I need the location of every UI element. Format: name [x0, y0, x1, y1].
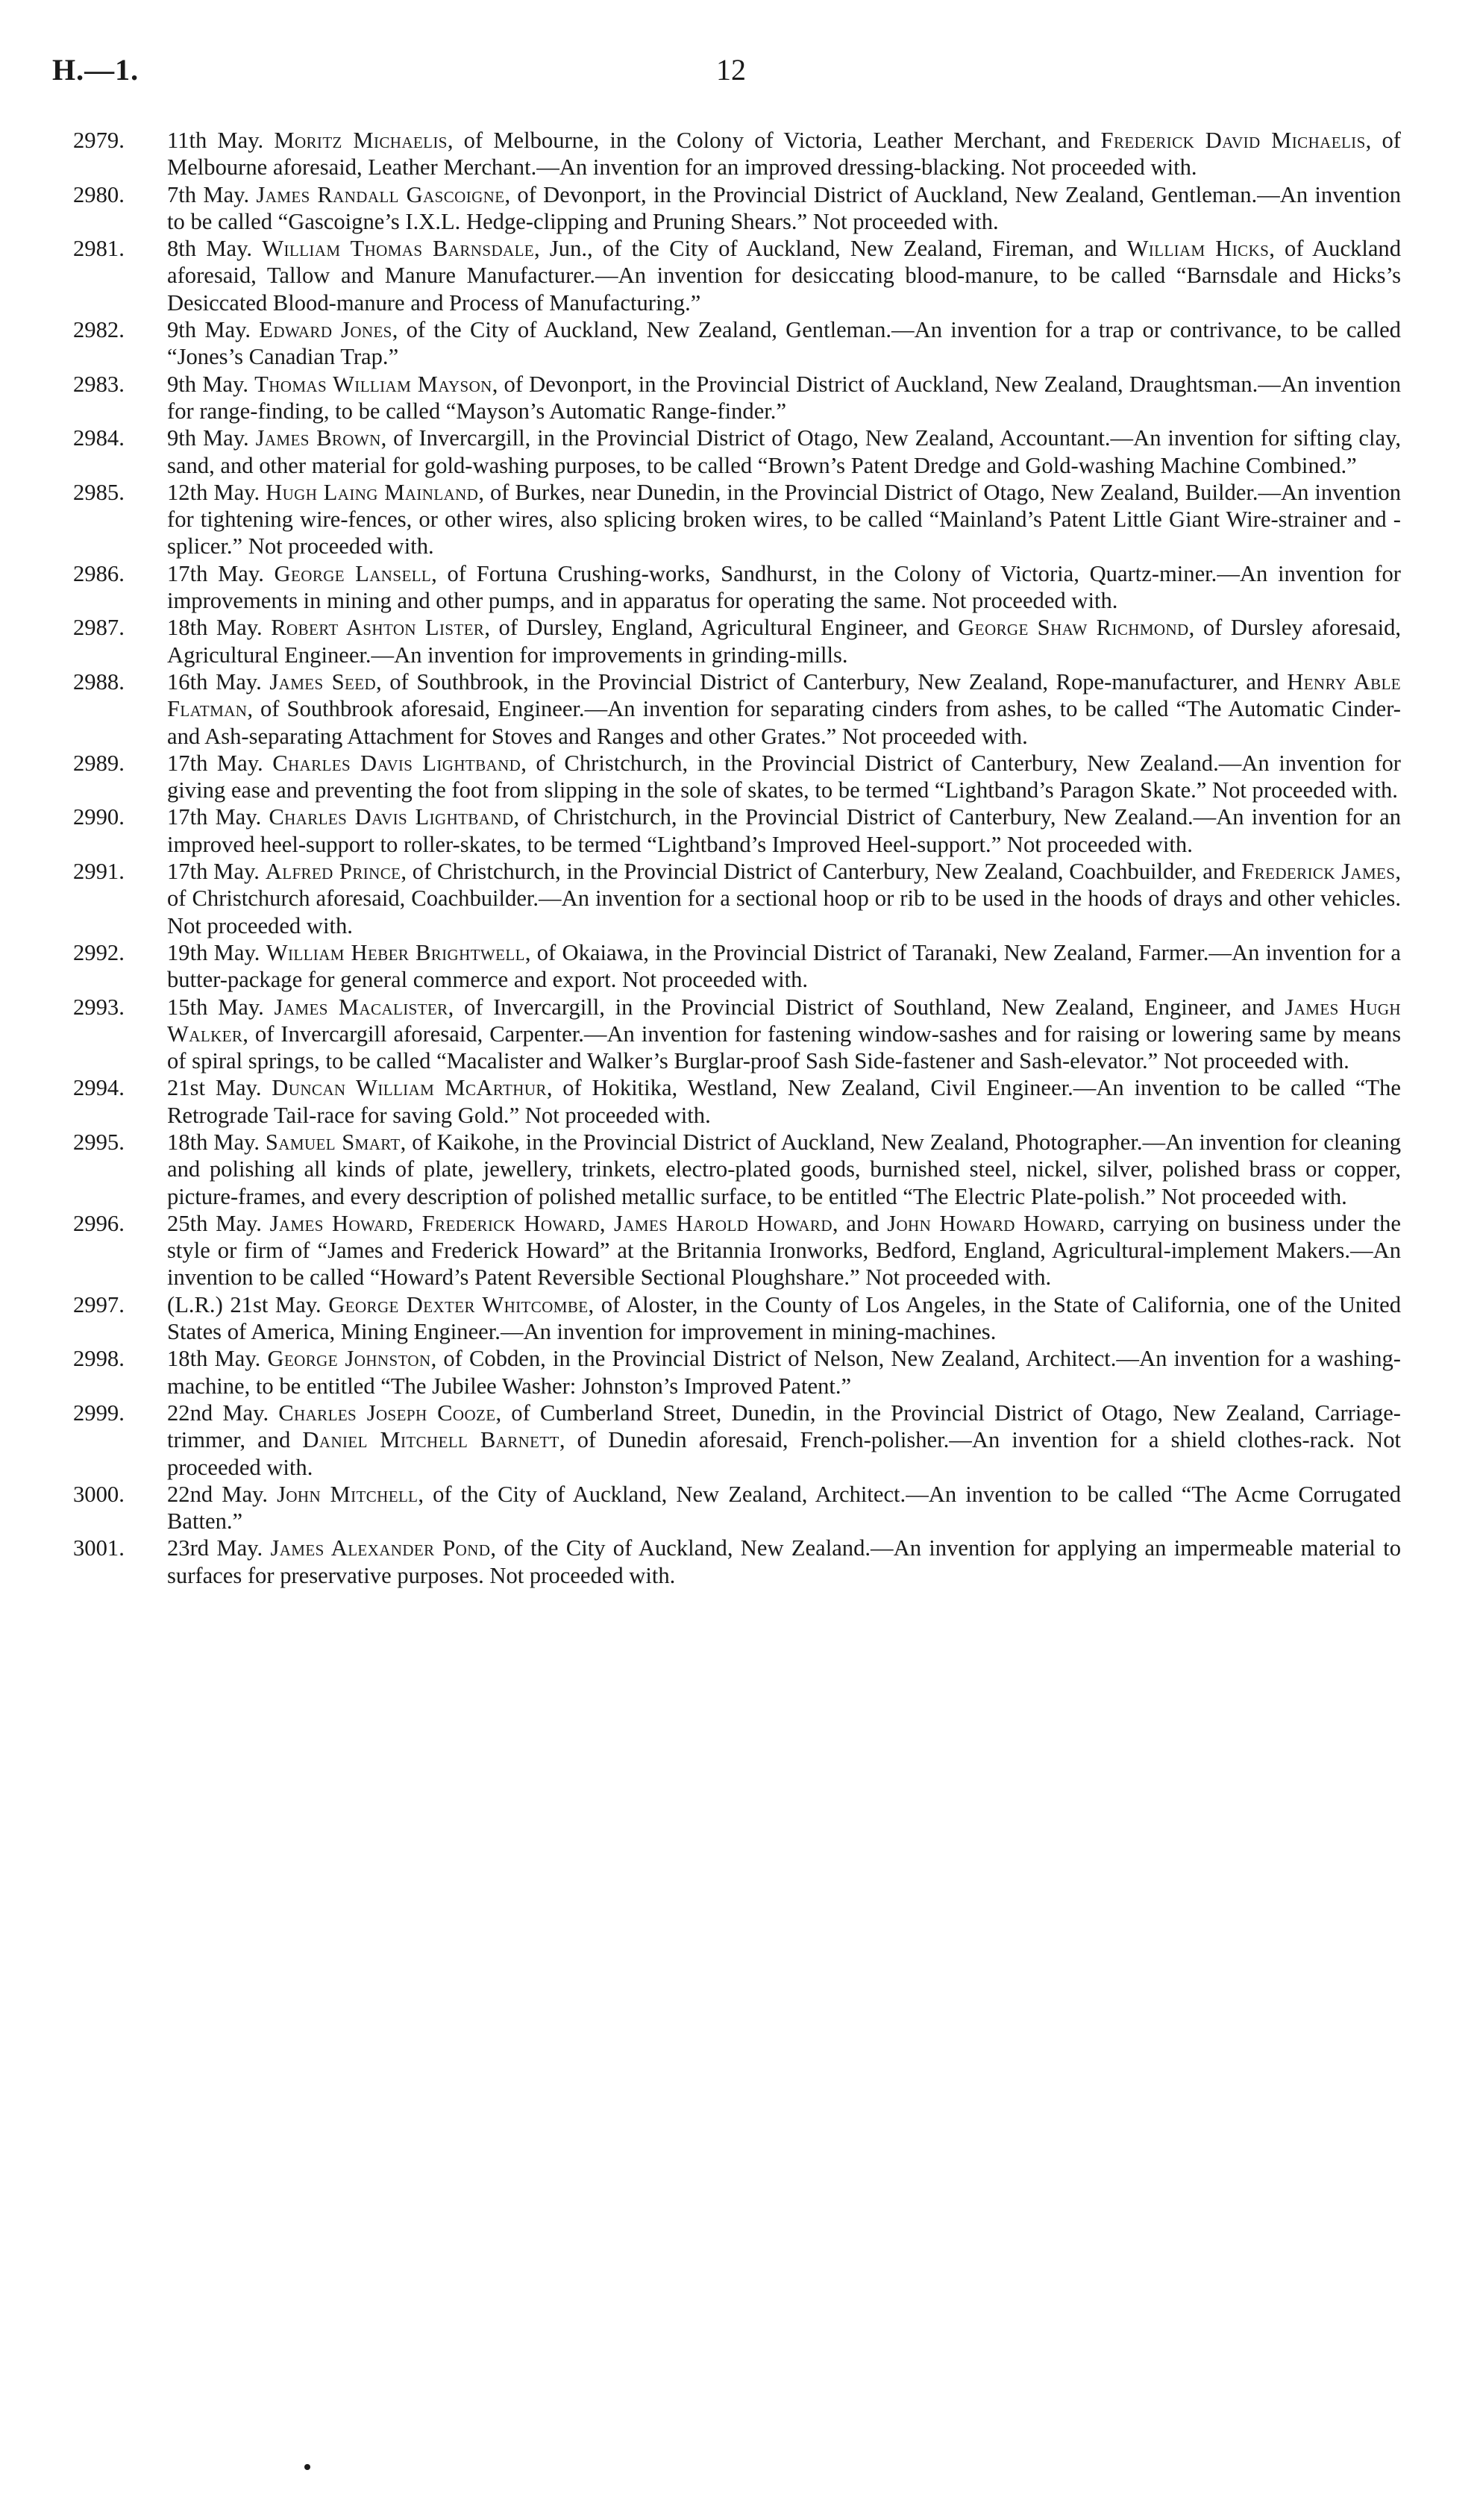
entry-number: 2991. — [73, 859, 125, 885]
patent-entry — [73, 181, 1401, 236]
patent-entry — [73, 614, 1401, 668]
patent-entry — [73, 371, 1401, 425]
patent-entry — [73, 1535, 1401, 1589]
patent-entry — [73, 1345, 1401, 1400]
entry-text-segment: 23rd May. — [167, 1535, 271, 1561]
entry-text — [167, 182, 1401, 234]
entry-text — [167, 804, 1401, 856]
entry-text-segment: , carrying on business under the style or firm of “James and Frederick Howard” at the Britannia Ironworks, Bedford, England, Agricultural-implement Makers.—An invention to be called “Howard’s Patent Reversible Sectional Ploughshare.” Not proceeded with. — [167, 1210, 1401, 1291]
entry-text-segment: 22nd May. — [167, 1400, 279, 1426]
patent-entry — [73, 479, 1401, 560]
person-name: James Macalister — [274, 994, 448, 1020]
patent-entry — [73, 127, 1401, 181]
entry-text — [167, 669, 1401, 749]
entry-text-segment: , of Aloster, in the County of Los Angeles, in the State of California, one of the United States of America, Mining Engineer.—An invention for improvement in mining-machines. — [167, 1291, 1402, 1345]
entry-number: 2994. — [73, 1075, 125, 1101]
entry-text-segment: 18th May. — [167, 1346, 268, 1372]
entry-text — [167, 750, 1401, 803]
entry-text-segment: 22nd May. — [167, 1481, 278, 1507]
entry-number: 2997. — [73, 1291, 125, 1317]
entry-text-segment: (L.R.) 21st May. — [167, 1291, 329, 1317]
person-name: Robert Ashton Lister — [271, 615, 485, 641]
patent-entry — [73, 668, 1401, 750]
entry-text — [167, 994, 1401, 1074]
person-name: George Lansell — [274, 560, 432, 586]
entry-number: 3000. — [73, 1481, 125, 1507]
person-name: Charles Davis Lightband — [272, 750, 521, 776]
entry-text — [167, 236, 1401, 316]
patent-entry — [73, 424, 1401, 479]
entry-text-segment: , of Dursley aforesaid, Agricultural Engineer.—An invention for improvements in grinding-mills. — [167, 615, 1402, 668]
person-name: Charles Joseph Cooze — [278, 1400, 496, 1426]
patent-entry — [73, 750, 1401, 804]
entry-text-segment: , of Dunedin aforesaid, French-polisher.—An invention for a shield clothes-rack. Not proceeded with. — [167, 1427, 1401, 1480]
entry-number: 2982. — [73, 317, 125, 343]
entry-text-segment: , of Invercargill, in the Provincial District of Southland, New Zealand, Engineer, and — [448, 994, 1285, 1020]
entry-text-segment: 18th May. — [167, 615, 272, 641]
person-name: Frederick James — [1241, 859, 1396, 885]
entry-text-segment: , of Cobden, in the Provincial District of Nelson, New Zealand, Architect.—An invention for a washing-machine, to be entitled “The Jubilee Washer: Johnston’s Improved Patent.” — [167, 1346, 1401, 1399]
entry-text-segment: , of Melbourne, in the Colony of Victoria, Leather Merchant, and — [447, 128, 1101, 153]
person-name: Daniel Mitchell Barnett — [302, 1427, 559, 1453]
person-name: William Heber Brightwell — [266, 939, 525, 965]
entry-text-segment: , of Melbourne aforesaid, Leather Merchant.—An invention for an improved dressing-blacking. Not proceeded with. — [167, 128, 1401, 181]
patent-entry — [73, 1400, 1401, 1481]
person-name: Thomas William Mayson — [254, 371, 492, 397]
entry-number: 2984. — [73, 425, 125, 451]
entry-text-segment: 16th May. — [167, 668, 270, 695]
entry-text — [167, 1535, 1401, 1587]
entry-text-segment: 21st May. — [167, 1075, 272, 1101]
person-name: Edward Jones — [259, 317, 392, 343]
patent-entry — [73, 1481, 1401, 1535]
person-name: Hugh Laing Mainland — [266, 479, 479, 505]
entry-number: 2999. — [73, 1400, 125, 1426]
entry-text — [167, 425, 1401, 477]
entry-text-segment: , of Southbrook aforesaid, Engineer.—An invention for separating cinders from ashes, to be called “The Automatic Cinder- and Ash-separating Attachment for Stoves and Ranges and other Grates.” Not proceeded with. — [167, 696, 1401, 749]
entry-number: 3001. — [73, 1535, 125, 1561]
person-name: John Mitchell — [277, 1481, 418, 1507]
entry-text-segment: , of Kaikohe, in the Provincial District of Auckland, New Zealand, Photographer.—An invention for cleaning and polishing all kinds of plate, jewellery, trinkets, electro-plated goods, burnished steel, nickel, silver, polished brass or copper, picture-frames, and every description of polished metallic surface, to be entitled “The Electric Plate-polish.” Not proceeded with. — [167, 1129, 1401, 1209]
entry-text-segment: , of Fortuna Crushing-works, Sandhurst, in the Colony of Victoria, Quartz-miner.—An invention for improvements in mining and other pumps, and in apparatus for operating the same. Not proceeded with. — [167, 560, 1401, 614]
entry-text-segment: , of Okaiawa, in the Provincial District of Taranaki, New Zealand, Farmer.—An invention for a butter-package for general commerce and export. Not proceeded with. — [167, 939, 1402, 993]
person-name: James Seed — [269, 668, 377, 695]
entry-text-segment: 15th May. — [167, 994, 275, 1020]
patent-entry — [73, 235, 1401, 316]
entry-text — [167, 1129, 1401, 1209]
person-name: Henry Able Flatman — [167, 668, 1401, 722]
entry-number: 2993. — [73, 994, 125, 1020]
person-name: William Hicks — [1126, 236, 1270, 262]
person-name: George Shaw Richmond — [958, 615, 1189, 641]
entry-text-segment: 7th May. — [167, 181, 257, 207]
entry-text — [167, 1075, 1401, 1127]
person-name: Charles Davis Lightband — [269, 804, 514, 830]
patent-entry — [73, 858, 1401, 939]
entry-text-segment: 17th May. — [167, 859, 266, 885]
entry-text-segment: 12th May. — [167, 479, 266, 505]
entry-text-segment: , of Cumberland Street, Dunedin, in the Provincial District of Otago, New Zealand, Carriage-trimmer, and — [167, 1400, 1401, 1453]
entry-text — [167, 1346, 1401, 1398]
entry-number: 2980. — [73, 181, 125, 207]
person-name: James Hugh Walker — [167, 994, 1401, 1047]
person-name: Moritz Michaelis — [274, 128, 448, 153]
entry-number: 2988. — [73, 668, 125, 695]
entry-text-segment: , of Devonport, in the Provincial District of Auckland, New Zealand, Draughtsman.—An invention for range-finding, to be called “Mayson’s Automatic Range-finder.” — [167, 371, 1401, 424]
entry-number: 2986. — [73, 560, 125, 586]
patent-entries-list — [73, 127, 1401, 1589]
document-reference: H.—1. — [52, 53, 139, 87]
patent-entry — [73, 994, 1401, 1075]
entry-text-segment: , of Dursley, England, Agricultural Engineer, and — [484, 615, 959, 641]
entry-number: 2998. — [73, 1346, 125, 1372]
entry-text-segment: 25th May. — [167, 1210, 270, 1236]
person-name: James Alexander Pond — [270, 1535, 491, 1561]
entry-number: 2990. — [73, 804, 125, 830]
entry-text-segment: 17th May. — [167, 750, 273, 776]
entry-text-segment: 19th May. — [167, 939, 266, 965]
entry-number: 2992. — [73, 939, 125, 965]
entry-text — [167, 940, 1401, 992]
patent-entry — [73, 1291, 1401, 1346]
entry-number: 2987. — [73, 615, 125, 641]
entry-number: 2996. — [73, 1210, 125, 1236]
patent-entry — [73, 560, 1401, 615]
person-name: Frederick David Michaelis — [1100, 128, 1366, 153]
entry-text — [167, 480, 1401, 560]
person-name: Duncan William McArthur — [272, 1075, 547, 1101]
entry-text-segment: , of the City of Auckland, New Zealand.—An invention for applying an impermeable material to surfaces for preservative purposes. Not proceeded with. — [167, 1535, 1402, 1588]
entry-text — [167, 1292, 1401, 1344]
patent-entry — [73, 1074, 1401, 1129]
entry-text-segment: , of Invercargill aforesaid, Carpenter.—An invention for fastening window-sashes and for raising or lowering same by means of spiral springs, to be called “Macalister and Walker’s Burglar-proof Sash Side-fastener and Sash-elevator.” Not proceeded with. — [167, 1021, 1401, 1074]
person-name: Alfred Prince — [265, 859, 401, 885]
entry-text-segment: 17th May. — [167, 804, 269, 830]
entry-text-segment: 17th May. — [167, 560, 275, 586]
entry-text-segment: , of Burkes, near Dunedin, in the Provincial District of Otago, New Zealand, Builder.—An invention for tightening wire-fences, or other wires, also splicing broken wires, to be called “Mainland’s Patent Little Giant Wire-strainer and -splicer.” Not proceeded with. — [167, 479, 1401, 560]
entry-text-segment: , of Christchurch, in the Provincial District of Canterbury, New Zealand.—An invention for an improved heel-support to roller-skates, to be termed “Lightband’s Improved Heel-support.” Not proceeded with. — [167, 804, 1401, 857]
entry-text-segment: 9th May. — [167, 425, 256, 451]
person-name: John Howard Howard — [887, 1210, 1100, 1236]
patent-entry — [73, 803, 1401, 858]
person-name: Samuel Smart — [265, 1129, 401, 1155]
stray-ink-dot — [304, 2464, 310, 2470]
entry-text-segment: 9th May. — [167, 317, 260, 343]
entry-text-segment: , of Christchurch, in the Provincial District of Canterbury, New Zealand.—An invention for giving ease and preventing the foot from slipping in the sole of skates, to be termed “Lightband’s Paragon Skate.” Not proceeded with. — [167, 750, 1401, 803]
entry-text-segment: , of Christchurch aforesaid, Coachbuilder.—An invention for a sectional hoop or rib to be used in the hoods of drays and other vehicles. Not proceeded with. — [167, 859, 1401, 938]
entry-text — [167, 372, 1401, 424]
entry-text — [167, 317, 1401, 369]
entry-text-segment: , of the City of Auckland, New Zealand, Gentleman.—An invention for a trap or contrivance, to be called “Jones’s Canadian Trap.” — [167, 317, 1401, 370]
entry-number: 2985. — [73, 479, 125, 505]
entry-number: 2995. — [73, 1129, 125, 1155]
person-name: George Johnston — [267, 1346, 431, 1372]
person-name: William Thomas Barnsdale — [262, 236, 535, 262]
patent-entry — [73, 1210, 1401, 1291]
page-number: 12 — [716, 53, 746, 87]
entry-number: 2981. — [73, 236, 125, 262]
entry-text-segment: 9th May. — [167, 371, 255, 397]
entry-text-segment: 11th May. — [167, 128, 275, 153]
entry-text-segment: 8th May. — [167, 236, 263, 262]
entry-text — [167, 561, 1401, 613]
entry-text-segment: , of Hokitika, Westland, New Zealand, Civil Engineer.—An invention to be called “The Retrograde Tail-race for saving Gold.” Not proceeded with. — [167, 1075, 1401, 1128]
entry-text-segment: 18th May. — [167, 1129, 266, 1155]
entry-text-segment: , and — [832, 1210, 888, 1236]
entry-number: 2979. — [73, 128, 125, 153]
person-name: James Howard, Frederick Howard, James Harold Howard — [269, 1210, 832, 1236]
entry-text-segment: , Jun., of the City of Auckland, New Zealand, Fireman, and — [534, 236, 1127, 262]
person-name: George Dexter Whitcombe — [328, 1291, 589, 1317]
entry-text-segment: , of Southbrook, in the Provincial District of Canterbury, New Zealand, Rope-manufacturer, and — [376, 668, 1288, 695]
entry-text — [167, 1211, 1401, 1291]
entry-text — [167, 1400, 1401, 1480]
entry-text — [167, 128, 1401, 180]
person-name: James Brown — [255, 425, 381, 451]
patent-entry — [73, 316, 1401, 371]
person-name: James Randall Gascoigne — [256, 181, 505, 207]
entry-text-segment: , of Devonport, in the Provincial District of Auckland, New Zealand, Gentleman.—An invention to be called “Gascoigne’s I.X.L. Hedge-clipping and Pruning Shears.” Not proceeded with. — [167, 181, 1401, 234]
entry-text-segment: , of Invercargill, in the Provincial District of Otago, New Zealand, Accountant.—An invention for sifting clay, sand, and other material for gold-washing purposes, to be called “Brown’s Patent Dredge and Gold-washing Machine Combined.” — [167, 425, 1401, 478]
entry-text-segment: , of Christchurch, in the Provincial District of Canterbury, New Zealand, Coachbuilder, and — [401, 859, 1242, 885]
entry-text-segment: , of the City of Auckland, New Zealand, Architect.—An invention to be called “The Acme Corrugated Batten.” — [167, 1481, 1401, 1535]
entry-text — [167, 1482, 1401, 1534]
entry-text-segment: , of Auckland aforesaid, Tallow and Manure Manufacturer.—An invention for desiccating blood-manure, to be called “Barnsdale and Hicks’s Desiccated Blood-manure and Process of Manufacturing.” — [167, 236, 1401, 316]
entry-text — [167, 615, 1401, 667]
page-header — [0, 52, 1480, 97]
patent-entry — [73, 1129, 1401, 1210]
patent-entry — [73, 939, 1401, 994]
entry-number: 2989. — [73, 750, 125, 776]
entry-text — [167, 859, 1401, 938]
entry-number: 2983. — [73, 371, 125, 397]
